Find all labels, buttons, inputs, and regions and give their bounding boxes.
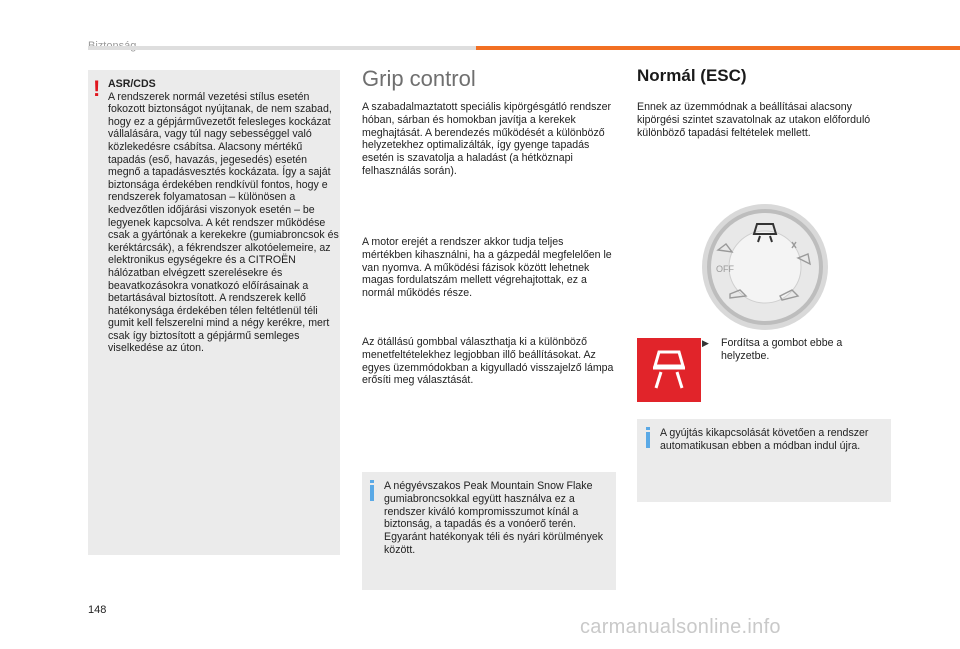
esc-mode-indicator	[637, 338, 701, 402]
header-rule-orange	[476, 46, 960, 50]
grip-paragraph-2: A motor erejét a rendszer akkor tudja teljes mértékben kihasználni, ha a gázpedál megfelelően le van nyomva. A működési fázisok között lehetnek magas fordulatszám mellett végrehajtottak, ez a normál működés része.	[362, 236, 612, 300]
warning-icon: !	[93, 76, 101, 101]
grip-paragraph-3: Az ötállású gombbal választhatja ki a különböző menetfeltételekhez legjobban illő beállításokat. Az egyes üzemmódokban a kigyulladó visszajelző lámpa erősíti meg választását.	[362, 336, 614, 387]
watermark: carmanualsonline.info	[580, 616, 781, 638]
info-icon-dot-2	[646, 427, 650, 430]
normal-paragraph: Ennek az üzemmódnak a beállításai alacsony kipörgési szintet szavatolnak az utakon előforduló különböző tapadási feltételek mellett.	[637, 101, 871, 139]
grip-paragraph-1: A szabadalmaztatott speciális kipörgésgátló rendszer hóban, sárban és homokban javítja a kerekek meghajtását. A berendezés működését a különböző helyzetekhez optimalizálták, így gyenge tapadás esetén is szavatolja a haladást (a hétköznapi felhasználás során).	[362, 101, 612, 177]
normal-esc-heading: Normál (ESC)	[637, 66, 747, 85]
dial-off-label: OFF	[716, 264, 734, 274]
info-icon	[370, 485, 374, 501]
grip-info-text: A négyévszakos Peak Mountain Snow Flake gumiabroncsokkal együtt használva ez a rendszer kiváló kompromisszumot kínál a biztonság, a tapadás és a vonóerő terén. Egyaránt hatékonyak téli és nyári körülmények között.	[384, 480, 604, 556]
warning-text	[108, 78, 340, 355]
car-road-icon	[637, 338, 701, 402]
normal-info-text: A gyújtás kikapcsolását követően a rendszer automatikusan ebben a módban indul újra.	[660, 427, 869, 452]
warning-body: A rendszerek normál vezetési stílus esetén fokozott biztonságot nyújtanak, de nem szabad, hogy ez a gépjárművezetőt felesleges kockázat vállalására, vagy túl nagy sebességgel való közlekedésre csábítsa. Alacsony mértékű tapadás (eső, havazás, jegesedés) esetén megnő a tapadásvesztés kockázata. Így a saját biztonsága érdekében rendkívül fontos, hogy e rendszerek folyamatosan – különösen a kedvezőtlen időjárási viszonyok esetén – be legyenek kapcsolva. A két rendszer működése csak a gyártónak a kerekekre (gumiabroncsok és keréktárcsák), a fékrendszer alkotóelemeire, az elektronikus egységekre és a CITROËN hálózatban elvégzett szerelésekre és beavatkozásokra vonatkozó előírásainak a betartásával biztosított. A rendszerek kellő hatékonysága érdekében télen feltétlenül téli gumit kell felszerelni mind a négy kerékre, mert csak így biztosított a gépjármű semleges viselkedése az úton.	[108, 90, 339, 355]
grip-control-dial	[700, 202, 830, 332]
info-icon-2	[646, 432, 650, 448]
header-rule-grey	[88, 46, 476, 50]
grip-control-heading: Grip control	[362, 66, 476, 91]
arrow-icon: ▶	[702, 338, 709, 348]
turn-instruction: Fordítsa a gombot ebbe a helyzetbe.	[721, 337, 843, 362]
page-number: 148	[88, 604, 107, 616]
warning-title: ASR/CDS	[108, 78, 156, 90]
info-icon-dot	[370, 480, 374, 483]
